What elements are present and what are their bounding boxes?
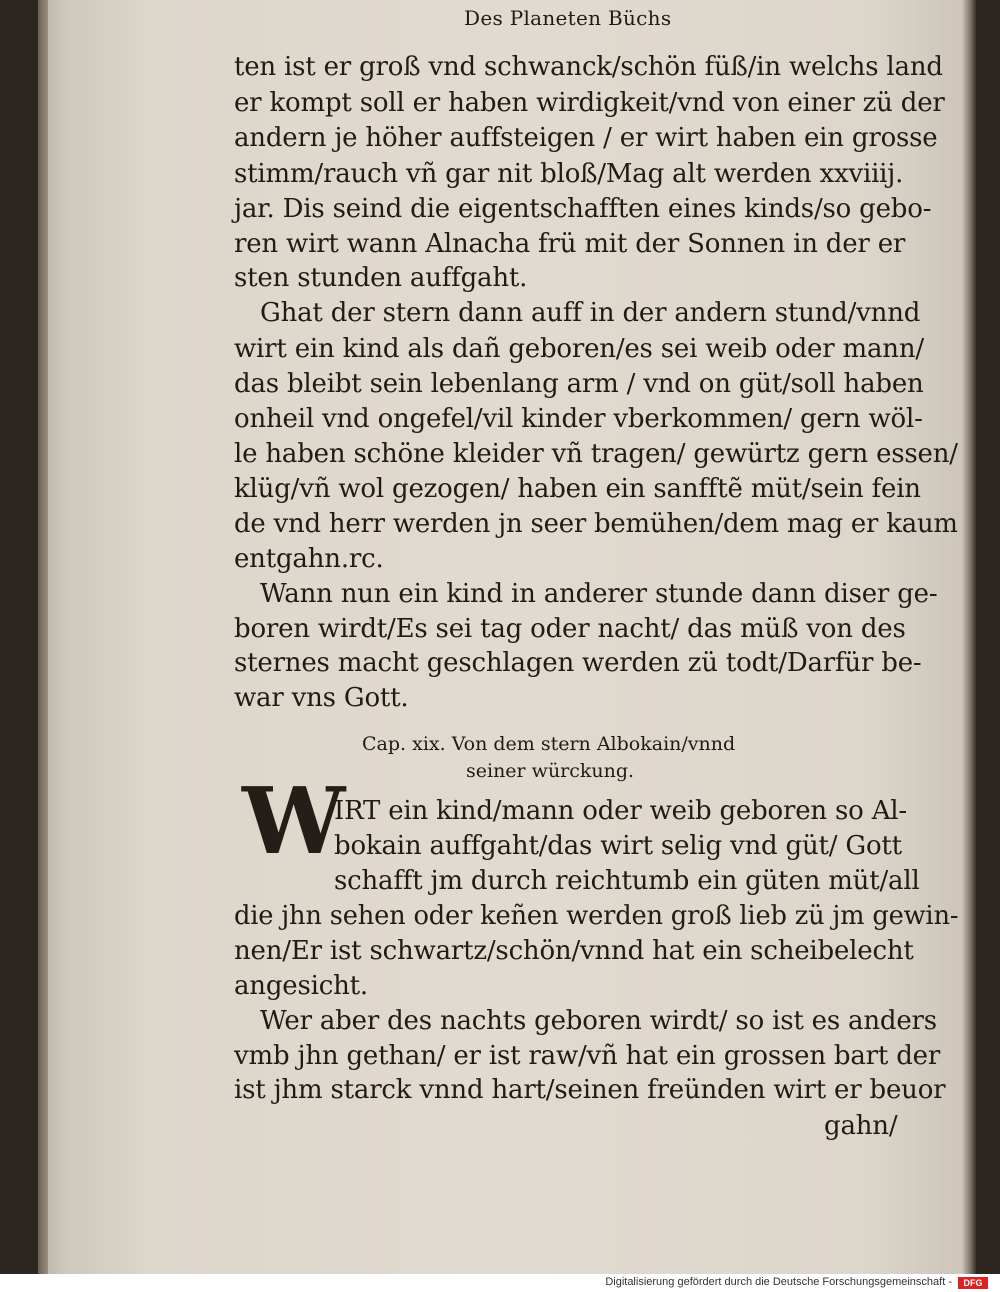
text-line: vmb jhn gethan/ er ist raw/vñ hat ein grossen bart der [234,1041,941,1071]
text-line: klüg/vñ wol gezogen/ haben ein sanfftẽ müt/sein fein [234,474,921,504]
footer-bar [0,1274,1000,1292]
text-line: Ghat der stern dann auff in der andern stund/vnnd [260,298,921,328]
text-line: entgahn.rc. [234,544,384,574]
text-line: das bleibt sein lebenlang arm / vnd on güt/soll haben [234,369,924,399]
text-line: bokain auffgaht/das wirt selig vnd güt/ Gott [334,831,902,861]
text-line: jar. Dis seind die eigentschafften eines kinds/so gebo- [234,194,932,224]
text-line: le haben schöne kleider vñ tragen/ gewürtz gern essen/ [234,439,958,469]
chapter-heading: Cap. xix. Von dem stern Albokain/vnnd [362,733,736,755]
text-line: ren wirt wann Alnacha frü mit der Sonnen in der er [234,229,906,259]
text-line: andern je höher auffsteigen / er wirt haben ein grosse [234,123,938,153]
text-line: die jhn sehen oder keñen werden groß lieb zü jm gewin- [234,901,959,931]
text-line: Wann nun ein kind in anderer stunde dann diser ge- [260,579,938,609]
text-line: stimm/rauch vñ gar nit bloß/Mag alt werden xxviiij. [234,159,904,189]
dfg-logo: DFG [958,1277,988,1289]
page-text [38,0,976,1274]
text-line: schafft jm durch reichtumb ein güten müt/all [334,866,920,896]
text-line: sten stunden auffgaht. [234,263,528,293]
text-line: IRT ein kind/mann oder weib geboren so Al- [334,796,907,826]
chapter-heading: seiner würckung. [466,760,635,782]
funding-notice: Digitalisierung gefördert durch die Deutsche Forschungsgemeinschaft - [605,1276,952,1288]
text-line: war vns Gott. [234,683,409,713]
text-line: onheil vnd ongefel/vil kinder vberkommen/ gern wöl- [234,404,923,434]
book-page [38,0,976,1274]
text-line: ist jhm starck vnnd hart/seinen freünden wirt er beuor [234,1075,946,1105]
text-line: ten ist er groß vnd schwanck/schön füß/in welchs land [234,52,943,82]
text-line: sternes macht geschlagen werden zü todt/Darfür be- [234,648,922,678]
text-line: Wer aber des nachts geboren wirdt/ so ist es anders [260,1006,937,1036]
text-line: er kompt soll er haben wirdigkeit/vnd von einer zü der [234,88,945,118]
running-header: Des Planeten Büchs [464,6,672,30]
text-line: angesicht. [234,971,368,1001]
catchword: gahn/ [824,1111,898,1141]
text-line: de vnd herr werden jn seer bemühen/dem mag er kaum [234,509,958,539]
text-line: boren wirdt/Es sei tag oder nacht/ das müß von des [234,614,906,644]
text-line: wirt ein kind als dañ geboren/es sei weib oder mann/ [234,334,924,364]
decorated-initial: W [242,767,346,875]
text-line: nen/Er ist schwartz/schön/vnnd hat ein scheibelecht [234,936,914,966]
